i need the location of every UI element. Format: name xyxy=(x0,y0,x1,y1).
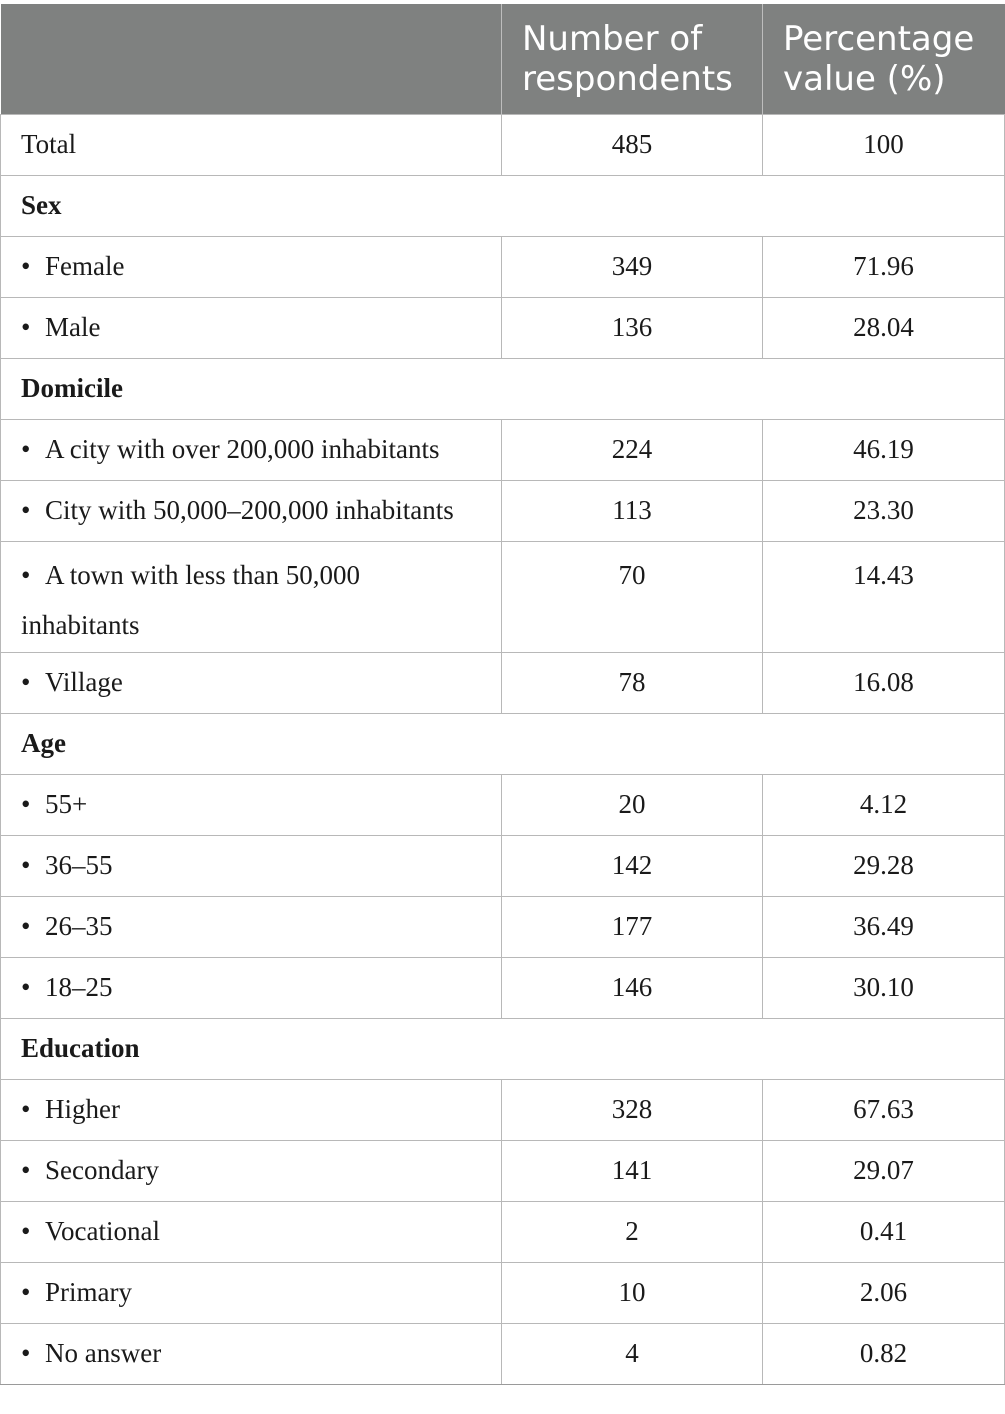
header-row xyxy=(1,4,1005,114)
row-percent: 71.96 xyxy=(763,236,1005,297)
row-number: 20 xyxy=(502,774,763,835)
row-label xyxy=(1,835,502,896)
table-row-no-answer xyxy=(1,1323,1005,1384)
row-number: 485 xyxy=(502,114,763,175)
section-row-domicile xyxy=(1,358,1005,419)
bullet-icon: • xyxy=(21,1338,31,1368)
table-row-total xyxy=(1,114,1005,175)
section-heading: Education xyxy=(1,1018,1005,1079)
row-label xyxy=(1,652,502,713)
row-label xyxy=(1,1201,502,1262)
table-row-city-over-200k xyxy=(1,419,1005,480)
bullet-icon: • xyxy=(21,312,31,342)
bullet-icon: • xyxy=(21,1155,31,1185)
bullet-icon: • xyxy=(21,251,31,281)
row-percent: 28.04 xyxy=(763,297,1005,358)
row-number: 177 xyxy=(502,896,763,957)
row-number: 146 xyxy=(502,957,763,1018)
bullet-icon: • xyxy=(21,911,31,941)
row-percent: 4.12 xyxy=(763,774,1005,835)
row-percent: 0.82 xyxy=(763,1323,1005,1384)
row-percent: 2.06 xyxy=(763,1262,1005,1323)
row-percent: 67.63 xyxy=(763,1079,1005,1140)
row-number: 113 xyxy=(502,480,763,541)
section-row-education xyxy=(1,1018,1005,1079)
table-row-higher xyxy=(1,1079,1005,1140)
row-number: 78 xyxy=(502,652,763,713)
table-row-secondary xyxy=(1,1140,1005,1201)
row-number: 142 xyxy=(502,835,763,896)
row-label-text: Higher xyxy=(45,1094,120,1124)
row-label-text: 18–25 xyxy=(45,972,113,1002)
table-row-age-26-35 xyxy=(1,896,1005,957)
row-label-text: A town with less than 50,000 inhabitants xyxy=(21,559,360,640)
row-label-text: Village xyxy=(45,667,123,697)
bullet-icon: • xyxy=(21,789,31,819)
row-label-text: A city with over 200,000 inhabitants xyxy=(45,434,440,464)
row-label xyxy=(1,1323,502,1384)
table-row-male xyxy=(1,297,1005,358)
table-row-age-55plus xyxy=(1,774,1005,835)
table-row-city-50k-200k xyxy=(1,480,1005,541)
header-number-of-respondents: Number of respondents xyxy=(502,4,763,114)
table-row-vocational xyxy=(1,1201,1005,1262)
header-label-cell xyxy=(1,4,502,114)
table-row-age-36-55 xyxy=(1,835,1005,896)
row-number: 4 xyxy=(502,1323,763,1384)
table-row-town-under-50k xyxy=(1,541,1005,652)
row-percent: 29.28 xyxy=(763,835,1005,896)
row-percent: 23.30 xyxy=(763,480,1005,541)
bullet-icon: • xyxy=(21,1216,31,1246)
row-label-text: Male xyxy=(45,312,101,342)
table-row-village xyxy=(1,652,1005,713)
row-label-text: Vocational xyxy=(45,1216,160,1246)
row-number: 70 xyxy=(502,541,763,652)
row-number: 136 xyxy=(502,297,763,358)
row-percent: 29.07 xyxy=(763,1140,1005,1201)
bullet-icon: • xyxy=(21,559,31,590)
row-number: 328 xyxy=(502,1079,763,1140)
header-percentage-value: Percentage value (%) xyxy=(763,4,1005,114)
row-label-text: Primary xyxy=(45,1277,132,1307)
row-percent: 16.08 xyxy=(763,652,1005,713)
table-body xyxy=(1,114,1005,1384)
row-label-text: 36–55 xyxy=(45,850,113,880)
row-number: 224 xyxy=(502,419,763,480)
bullet-icon: • xyxy=(21,1277,31,1307)
row-label-text: No answer xyxy=(45,1338,162,1368)
respondents-table xyxy=(0,4,1005,1385)
bullet-icon: • xyxy=(21,972,31,1002)
row-number: 141 xyxy=(502,1140,763,1201)
row-label-text: 26–35 xyxy=(45,911,113,941)
table-header xyxy=(1,4,1005,114)
row-label xyxy=(1,774,502,835)
section-heading: Domicile xyxy=(1,358,1005,419)
bullet-icon: • xyxy=(21,850,31,880)
row-label-text: City with 50,000–200,000 inhabitants xyxy=(45,495,454,525)
row-label xyxy=(1,480,502,541)
row-label xyxy=(1,1262,502,1323)
row-percent: 14.43 xyxy=(763,541,1005,652)
row-label xyxy=(1,419,502,480)
row-percent: 46.19 xyxy=(763,419,1005,480)
section-row-age xyxy=(1,713,1005,774)
row-label-text: 55+ xyxy=(45,789,88,819)
row-label: Total xyxy=(1,114,502,175)
row-label-text: Female xyxy=(45,251,125,281)
row-percent: 30.10 xyxy=(763,957,1005,1018)
respondents-table-container xyxy=(0,4,1004,1385)
bullet-icon: • xyxy=(21,667,31,697)
section-heading: Age xyxy=(1,713,1005,774)
row-label xyxy=(1,1079,502,1140)
row-percent: 36.49 xyxy=(763,896,1005,957)
row-label xyxy=(1,541,502,652)
row-number: 2 xyxy=(502,1201,763,1262)
row-label xyxy=(1,297,502,358)
table-row-female xyxy=(1,236,1005,297)
row-percent: 100 xyxy=(763,114,1005,175)
section-heading: Sex xyxy=(1,175,1005,236)
row-label xyxy=(1,1140,502,1201)
row-label xyxy=(1,236,502,297)
row-percent: 0.41 xyxy=(763,1201,1005,1262)
bullet-icon: • xyxy=(21,495,31,525)
bullet-icon: • xyxy=(21,1094,31,1124)
row-label-text: Secondary xyxy=(45,1155,159,1185)
row-number: 10 xyxy=(502,1262,763,1323)
row-label xyxy=(1,896,502,957)
table-row-age-18-25 xyxy=(1,957,1005,1018)
row-label xyxy=(1,957,502,1018)
section-row-sex xyxy=(1,175,1005,236)
table-row-primary xyxy=(1,1262,1005,1323)
bullet-icon: • xyxy=(21,434,31,464)
row-number: 349 xyxy=(502,236,763,297)
